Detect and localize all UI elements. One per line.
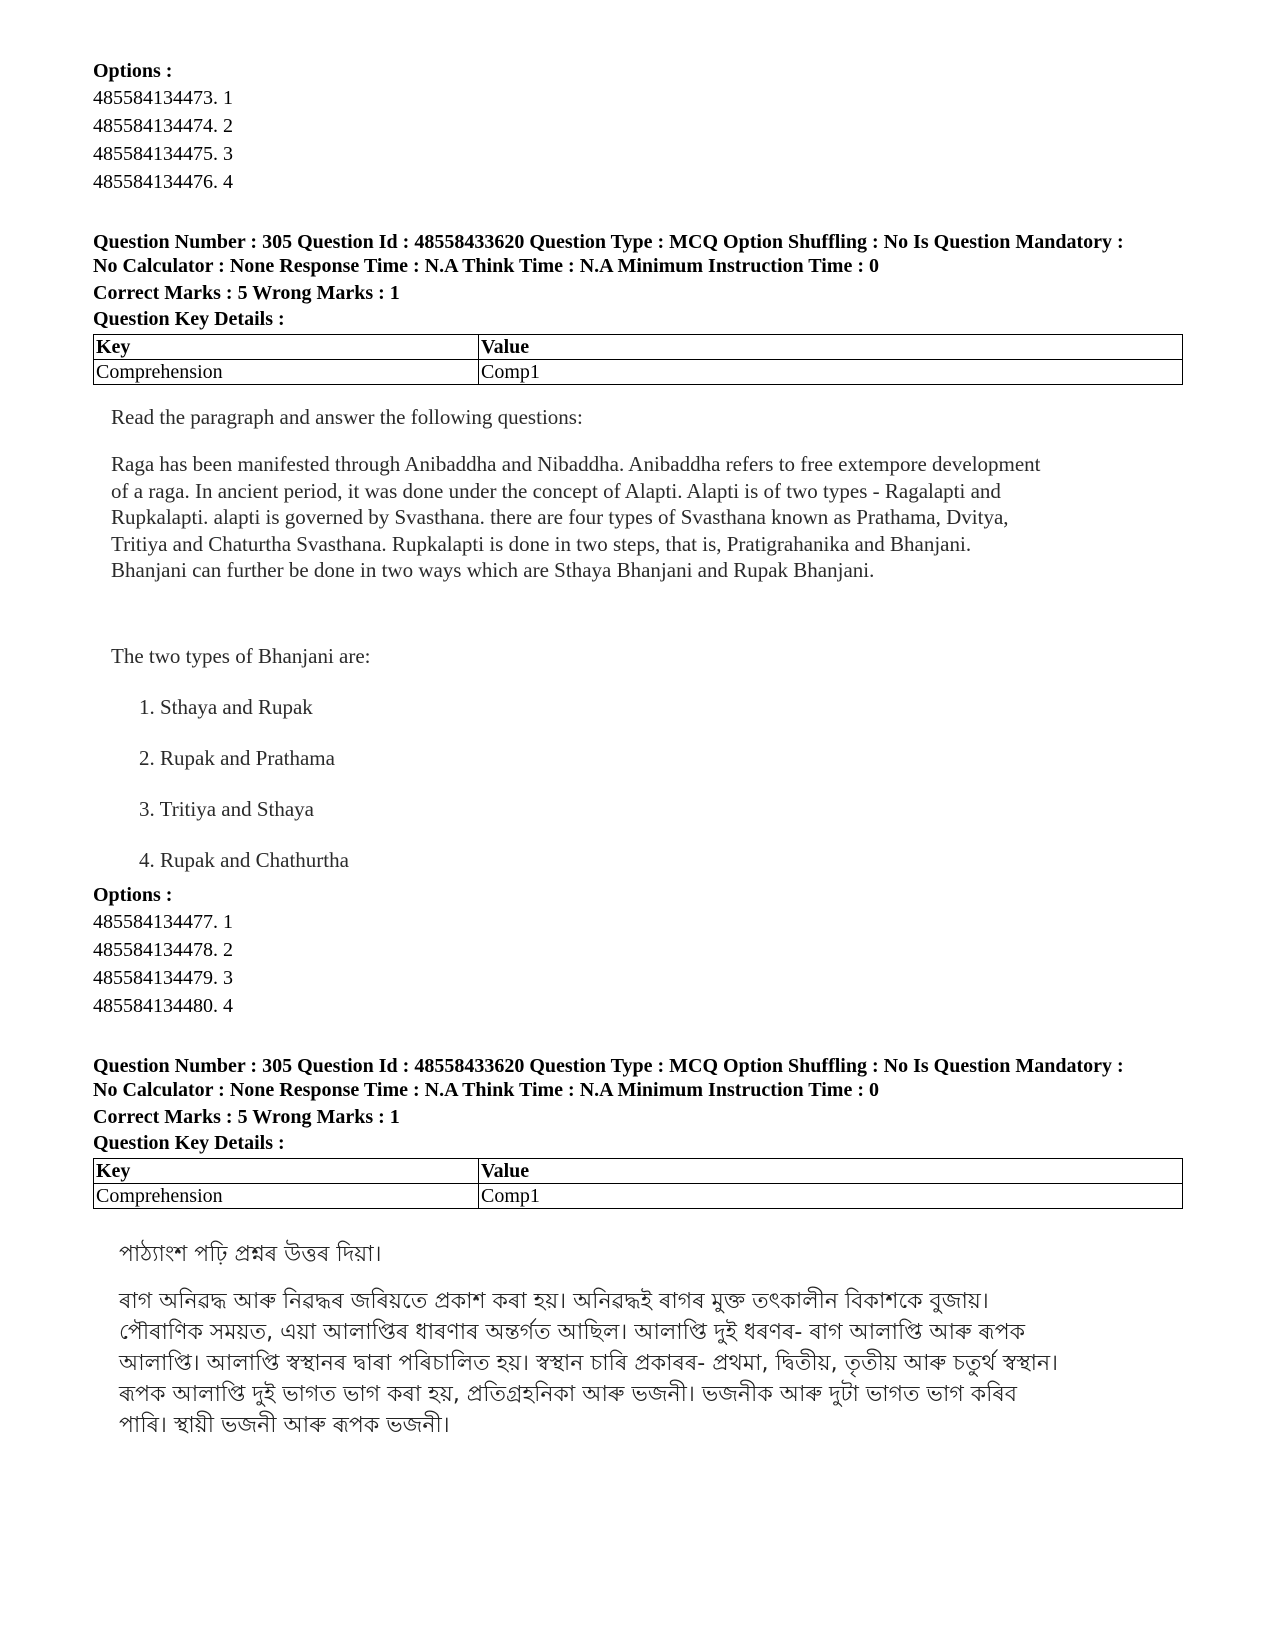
question-block-english	[93, 230, 1183, 1020]
choice-item: 3. Tritiya and Sthaya	[139, 796, 315, 821]
option-item: 485584134477. 1	[93, 910, 233, 933]
question-content	[111, 403, 1183, 874]
table-header-value: Value	[479, 1158, 1183, 1183]
table-header-key: Key	[94, 335, 479, 360]
option-item: 485584134474. 2	[93, 115, 233, 137]
option-item: 485584134475. 3	[93, 143, 233, 165]
question-meta-line2: No Calculator : None Response Time : N.A Think Time : N.A Minimum Instruction Time : 0	[93, 255, 879, 277]
table-cell-key: Comprehension	[94, 1183, 479, 1208]
options-block	[93, 882, 1183, 1020]
option-item: 485584134479. 3	[93, 966, 233, 989]
paragraph-line: পাৰি। স্থায়ী ভজনী আৰু ৰূপক ভজনী।	[119, 1412, 450, 1438]
paragraph	[119, 1286, 1183, 1441]
table-header-row	[94, 1158, 1183, 1183]
paragraph-line: ৰূপক আলাপ্তি দুই ভাগত ভাগ কৰা হয়, প্ৰতিগ্ৰহনিকা আৰু ভজনী। ভজনীক আৰু দুটা ভাগত ভাগ কৰিব	[119, 1381, 1018, 1407]
table-header-value: Value	[479, 335, 1183, 360]
choice-item: 2. Rupak and Prathama	[139, 745, 335, 770]
options-block-previous	[93, 58, 1183, 196]
table-header-key: Key	[94, 1158, 479, 1183]
instruction-text: Read the paragraph and answer the following questions:	[111, 405, 583, 429]
paragraph-line: Tritiya and Chaturtha Svasthana. Rupkalapti is done in two steps, that is, Pratigrahanika and Bhanjani.	[111, 531, 972, 556]
paragraph-line: Raga has been manifested through Anibaddha and Nibaddha. Anibaddha refers to free extempore development	[111, 452, 1041, 476]
paragraph-line: পৌৰাণিক সময়ত, এয়া আলাপ্তিৰ ধাৰণাৰ অন্তৰ্গত আছিল। আলাপ্তি দুই ধৰণৰ- ৰাগ আলাপ্তি আৰু ৰূপক	[119, 1319, 1026, 1345]
table-row	[94, 1183, 1183, 1208]
paragraph-line: ৰাগ অনিৱদ্ধ আৰু নিৱদ্ধৰ জৰিয়তে প্ৰকাশ কৰা হয়। অনিৱদ্ধই ৰাগৰ মুক্ত তৎকালীন বিকাশকে বুজায়।	[119, 1288, 989, 1314]
table-cell-key: Comprehension	[94, 360, 479, 385]
instruction-text: পাঠ্যাংশ পঢ়ি প্ৰশ্নৰ উত্তৰ দিয়া।	[119, 1241, 382, 1267]
table-header-row	[94, 335, 1183, 360]
key-details-label: Question Key Details :	[93, 308, 285, 330]
option-item: 485584134473. 1	[93, 87, 233, 109]
question-content	[119, 1239, 1183, 1441]
option-item: 485584134480. 4	[93, 994, 233, 1017]
options-label: Options :	[93, 883, 173, 906]
question-meta-line1: Question Number : 305 Question Id : 48558433620 Question Type : MCQ Option Shuffling : No Is Question Mandatory :	[93, 1054, 1124, 1077]
options-label: Options :	[93, 60, 173, 82]
choice-item: 1. Sthaya and Rupak	[139, 694, 313, 719]
document-page	[93, 58, 1183, 1441]
table-cell-value: Comp1	[479, 1183, 1183, 1208]
paragraph-line: of a raga. In ancient period, it was done under the concept of Alapti. Alapti is of two types - Ragalapti and	[111, 478, 1001, 503]
choice-item: 4. Rupak and Chathurtha	[139, 847, 349, 872]
key-details-table	[93, 1158, 1183, 1209]
table-row	[94, 360, 1183, 385]
marks-line: Correct Marks : 5 Wrong Marks : 1	[93, 1105, 400, 1128]
paragraph	[111, 451, 1183, 584]
marks-line: Correct Marks : 5 Wrong Marks : 1	[93, 282, 400, 304]
option-item: 485584134478. 2	[93, 938, 233, 961]
question-meta-line2: No Calculator : None Response Time : N.A Think Time : N.A Minimum Instruction Time : 0	[93, 1078, 879, 1101]
question-meta-line1: Question Number : 305 Question Id : 48558433620 Question Type : MCQ Option Shuffling : No Is Question Mandatory :	[93, 231, 1124, 253]
key-details-label: Question Key Details :	[93, 1131, 285, 1154]
question-block-assamese	[93, 1054, 1183, 1441]
question-text: The two types of Bhanjani are:	[111, 643, 371, 668]
paragraph-line: আলাপ্তি। আলাপ্তি স্বস্থানৰ দ্বাৰা পৰিচালিত হয়। স্বস্থান চাৰি প্ৰকাৰৰ- প্ৰথমা, দ্বিতীয়, তৃতীয় আৰু চতুৰ্থ স্বস্থান।	[119, 1350, 1059, 1376]
option-item: 485584134476. 4	[93, 171, 233, 193]
paragraph-line: Rupkalapti. alapti is governed by Svasthana. there are four types of Svasthana known as Prathama, Dvitya,	[111, 505, 1009, 529]
table-cell-value: Comp1	[479, 360, 1183, 385]
paragraph-line: Bhanjani can further be done in two ways which are Sthaya Bhanjani and Rupak Bhanjani.	[111, 558, 875, 582]
key-details-table	[93, 334, 1183, 385]
